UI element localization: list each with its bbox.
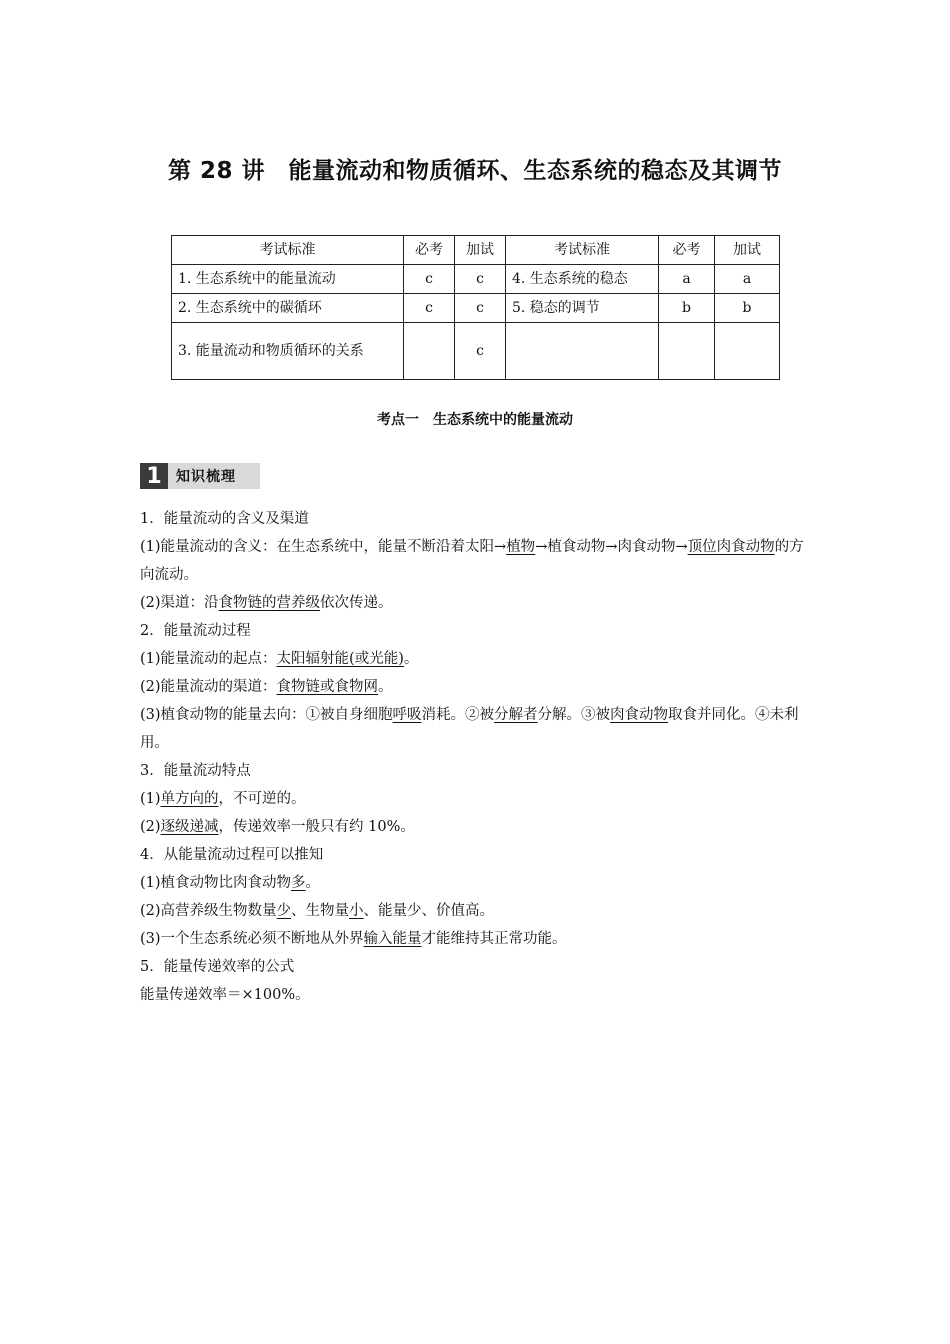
table-header: 加试	[715, 236, 780, 265]
paragraph: (2)高营养级生物数量少、生物量小、能量少、价值高。	[140, 903, 495, 919]
table-cell: 2. 生态系统中的碳循环	[172, 294, 404, 323]
table-header: 考试标准	[506, 236, 659, 265]
table-row	[172, 323, 780, 380]
paragraph: (2)逐级递减，传递效率一般只有约 10%。	[140, 819, 415, 835]
answer-underline: 分解者	[494, 707, 538, 723]
paragraph: (2)渠道：沿食物链的营养级依次传递。	[140, 595, 393, 611]
answer-underline: 单方向的	[160, 791, 219, 807]
table-header: 加试	[455, 236, 506, 265]
table-cell: a	[715, 265, 780, 294]
table-cell: a	[659, 265, 715, 294]
heading-item: 3．能量流动特点	[140, 763, 251, 779]
table-cell: c	[404, 294, 455, 323]
section-number-badge: 1	[140, 463, 168, 489]
table-header-row	[172, 236, 780, 265]
table-cell: 4. 生态系统的稳态	[506, 265, 659, 294]
answer-underline: 顶位肉食动物	[687, 539, 775, 555]
exam-standards-table	[171, 235, 780, 380]
table-cell: b	[659, 294, 715, 323]
content-body	[140, 505, 812, 1009]
table-cell: 1. 生态系统中的能量流动	[172, 265, 404, 294]
answer-underline: 逐级递减	[160, 819, 219, 835]
table-header: 必考	[659, 236, 715, 265]
paragraph: (1)能量流动的含义：在生态系统中，能量不断沿着太阳→植物→植食动物→肉食动物→顶位肉食动物的方向流动。	[140, 539, 804, 583]
page-title: 第 28 讲 能量流动和物质循环、生态系统的稳态及其调节	[167, 158, 783, 184]
answer-underline: 小	[349, 903, 364, 919]
table-cell: c	[455, 323, 506, 380]
table-cell: c	[404, 265, 455, 294]
answer-underline: 食物链或食物网	[276, 679, 379, 695]
paragraph: (1)单方向的，不可逆的。	[140, 791, 306, 807]
section-subtitle: 考点一 生态系统中的能量流动	[377, 412, 573, 428]
answer-underline: 多	[291, 875, 306, 891]
table-cell: c	[455, 265, 506, 294]
heading-item: 4．从能量流动过程可以推知	[140, 847, 324, 863]
answer-underline: 肉食动物	[610, 707, 669, 723]
table-cell	[404, 323, 455, 380]
paragraph: (2)能量流动的渠道：食物链或食物网。	[140, 679, 393, 695]
table-header: 必考	[404, 236, 455, 265]
heading-item: 1．能量流动的含义及渠道	[140, 511, 309, 527]
answer-underline: 少	[276, 903, 292, 919]
table-cell: c	[455, 294, 506, 323]
table-cell: 5. 稳态的调节	[506, 294, 659, 323]
section-label: 知识梳理	[168, 463, 260, 489]
answer-underline: 植物	[506, 539, 536, 555]
heading-item: 2．能量流动过程	[140, 623, 251, 639]
paragraph: (3)植食动物的能量去向：①被自身细胞呼吸消耗。②被分解者分解。③被肉食动物取食并同化。④未利用。	[140, 707, 799, 751]
table-header: 考试标准	[172, 236, 404, 265]
answer-underline: 太阳辐射能(或光能)	[276, 651, 404, 667]
table-cell	[715, 323, 780, 380]
paragraph: (1)能量流动的起点：太阳辐射能(或光能)。	[140, 651, 419, 667]
table-row	[172, 265, 780, 294]
table-cell: b	[715, 294, 780, 323]
answer-underline: 食物链的营养级	[218, 595, 321, 611]
paragraph: (1)植食动物比肉食动物多。	[140, 875, 321, 891]
table-cell: 3. 能量流动和物质循环的关系	[172, 323, 404, 380]
heading-item: 5．能量传递效率的公式	[140, 959, 295, 975]
table-row	[172, 294, 780, 323]
answer-underline: 输入能量	[363, 931, 422, 947]
answer-underline: 呼吸	[392, 707, 422, 723]
table-cell	[659, 323, 715, 380]
paragraph: (3)一个生态系统必须不断地从外界输入能量才能维持其正常功能。	[140, 931, 567, 947]
table-cell	[506, 323, 659, 380]
paragraph: 能量传递效率＝×100%。	[140, 987, 310, 1003]
section-header	[140, 463, 260, 489]
